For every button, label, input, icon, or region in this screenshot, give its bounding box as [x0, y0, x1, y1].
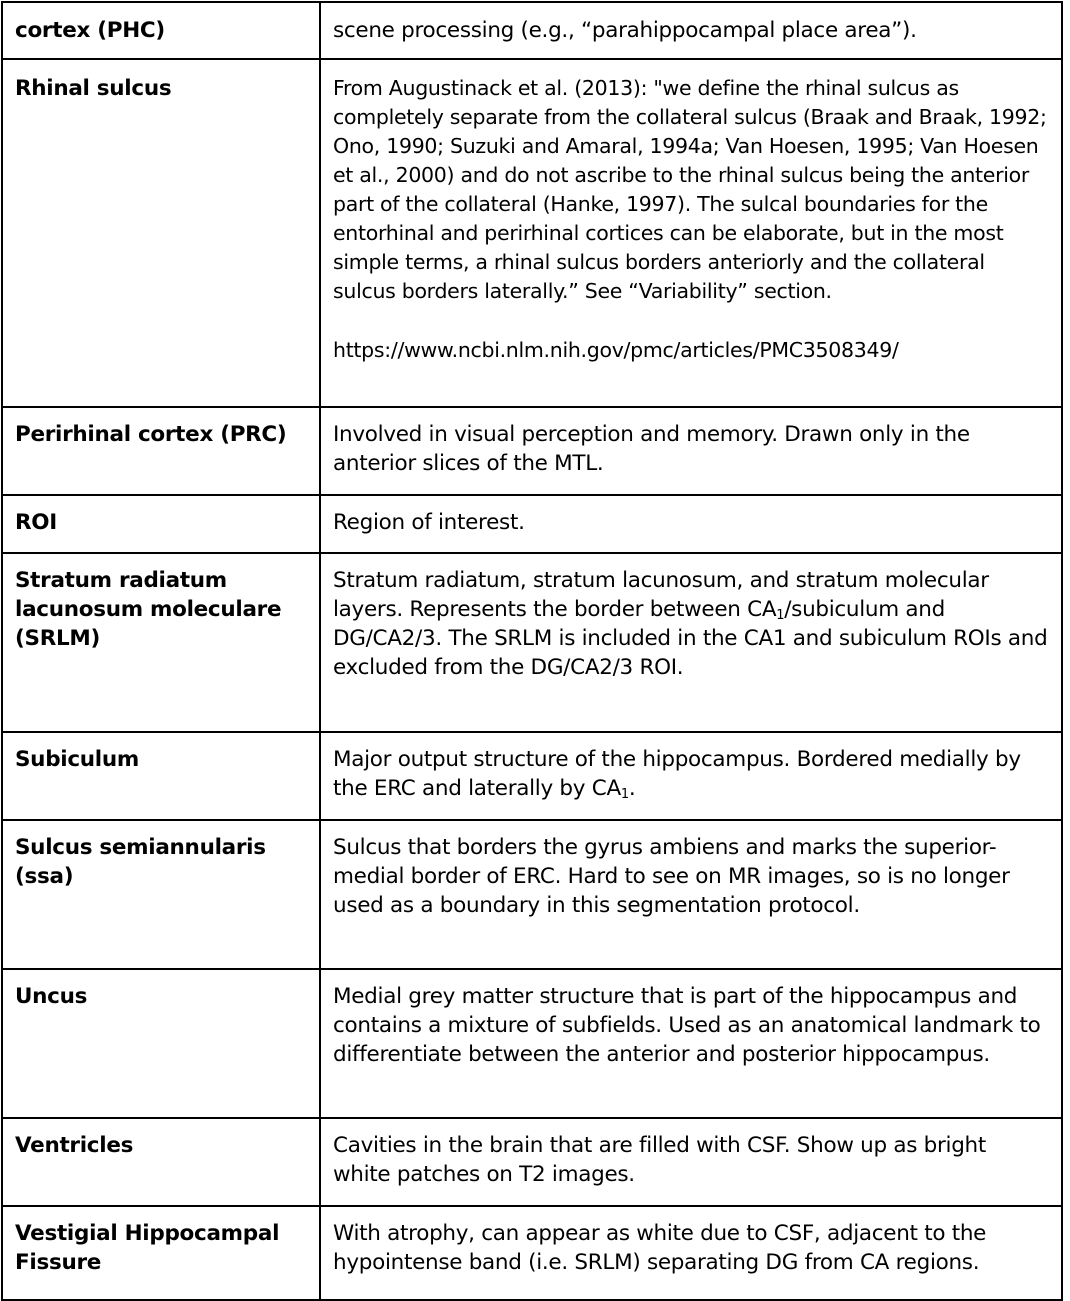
definition-cell: Region of interest. [320, 495, 1062, 553]
definition-text: From Augustinack et al. (2013): "we define the rhinal sulcus as completely separate from the collateral sulcus (Braak and Braak, 1992; Ono, 1990; Suzuki and Amaral, 1994a; Van Hoesen, 1995; Van Hoesen et al., 2000) and do not ascribe to the rhinal sulcus being the anterior part of the collateral (Hanke, 1997). The sulcal boundaries for the entorhinal and perirhinal cortices can be elaborate, but in the most simple terms, a rhinal sulcus borders anteriorly and the collateral sulcus borders laterally.” See “Variability” section. [333, 76, 1047, 303]
definition-cell: Medial grey matter structure that is part of the hippocampus and contains a mixture of subfields. Used as an anatomical landmark to differentiate between the anterior and posterior hippocampus. [320, 969, 1062, 1118]
definition-cell [320, 732, 1062, 820]
term-cell: Ventricles [2, 1118, 320, 1206]
term-cell: Perirhinal cortex (PRC) [2, 407, 320, 495]
definition-cell: Sulcus that borders the gyrus ambiens and marks the superior-medial border of ERC. Hard to see on MR images, so is no longer used as a boundary in this segmentation protocol. [320, 820, 1062, 969]
term-cell: Stratum radiatum lacunosum moleculare (SRLM) [2, 553, 320, 732]
definition-cell: Cavities in the brain that are filled with CSF. Show up as bright white patches on T2 images. [320, 1118, 1062, 1206]
table-row [2, 2, 1062, 59]
term-cell: Sulcus semiannularis (ssa) [2, 820, 320, 969]
definition-cell: With atrophy, can appear as white due to CSF, adjacent to the hypointense band (i.e. SRLM) separating DG from CA regions. [320, 1206, 1062, 1300]
reference-link[interactable]: https://www.ncbi.nlm.nih.gov/pmc/articles/PMC3508349/ [333, 338, 899, 362]
subscript: 1 [776, 608, 785, 623]
table-row [2, 969, 1062, 1118]
term-cell: cortex (PHC) [2, 2, 320, 59]
table-row [2, 732, 1062, 820]
table-row [2, 495, 1062, 553]
definition-text: Major output structure of the hippocampus. Bordered medially by the ERC and laterally by CA [333, 747, 1021, 801]
glossary-table [1, 1, 1063, 1301]
table-row [2, 553, 1062, 732]
table-row [2, 407, 1062, 495]
definition-cell [320, 59, 1062, 407]
term-cell: Uncus [2, 969, 320, 1118]
definition-text: . [628, 776, 636, 801]
definition-text: Stratum radiatum, stratum lacunosum, and stratum molecular layers. Represents the border between CA [333, 568, 989, 622]
paragraph-spacer [333, 306, 1049, 336]
table-row [2, 1118, 1062, 1206]
definition-text: /subiculum and DG/CA2/3. The SRLM is included in the CA1 and subiculum ROIs and excluded from the DG/CA2/3 ROI. [333, 597, 1048, 680]
table-row [2, 820, 1062, 969]
term-cell: ROI [2, 495, 320, 553]
term-cell: Subiculum [2, 732, 320, 820]
term-cell: Rhinal sulcus [2, 59, 320, 407]
definition-cell [320, 553, 1062, 732]
term-cell: Vestigial Hippocampal Fissure [2, 1206, 320, 1300]
table-row [2, 59, 1062, 407]
table-row [2, 1206, 1062, 1300]
subscript: 1 [620, 787, 629, 802]
definition-cell: Involved in visual perception and memory. Drawn only in the anterior slices of the MTL. [320, 407, 1062, 495]
definition-cell: scene processing (e.g., “parahippocampal place area”). [320, 2, 1062, 59]
